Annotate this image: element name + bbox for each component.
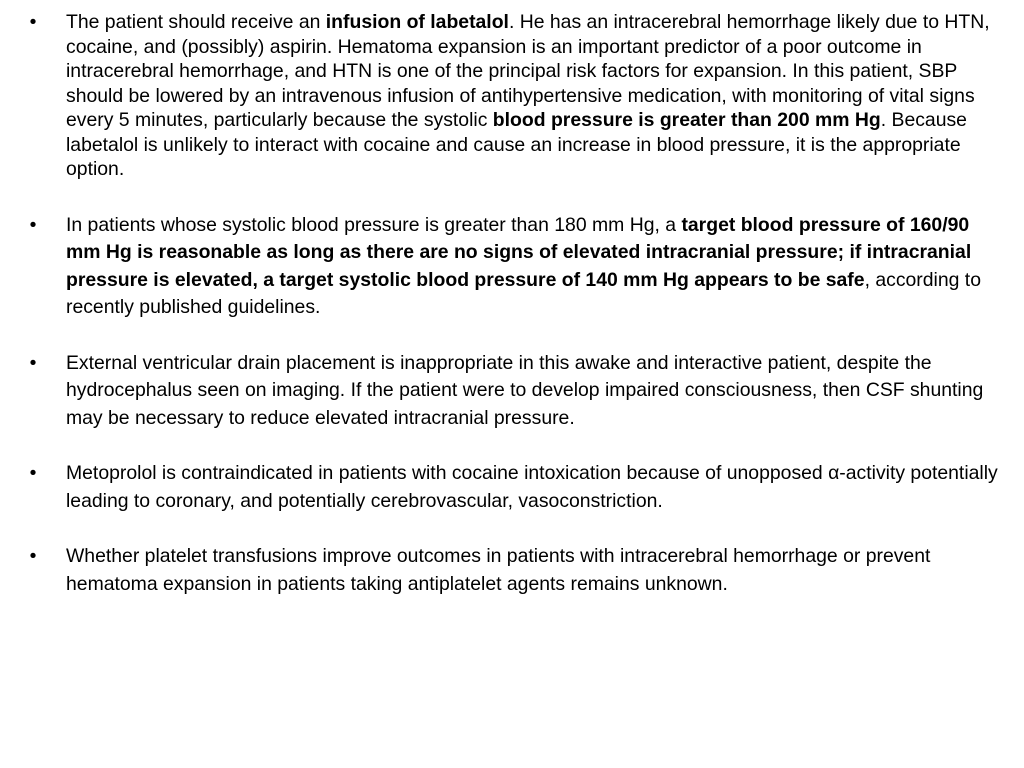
bullet-list [26,10,1001,598]
bullet-text [66,214,981,319]
bullet-text [66,352,983,429]
text-run: Metoprolol is contraindicated in patients with cocaine intoxication because of unopposed α-activity potentially leading to coronary, and potentially cerebrovascular, vasoconstriction. [66,462,998,512]
text-run: . He has an intracerebral hemorrhage likely due to HTN, cocaine, and (possibly) aspirin. Hematoma expansion is an important predictor of a poor outcome in intracerebral hemorrhage, and HTN is one of the principal risk factors for expansion. In this patient, SBP should be lowered by an intravenous infusion of antihypertensive medication, with monitoring of vital signs every 5 minutes, particularly because the systolic [66,11,990,131]
bold-run: blood pressure is greater than 200 mm Hg [492,109,881,131]
bullet-text [66,11,990,180]
bold-run: target blood pressure of 160/90 mm Hg is reasonable as long as there are no signs of elevated intracranial pressure; if intracranial pressure is elevated, a target systolic blood pressure of 140 mm Hg appears to be safe [66,213,972,291]
bullet-item-metoprolol [26,460,1001,515]
bullet-icon: • [29,213,37,236]
text-run: . Because labetalol is unlikely to interact with cocaine and cause an increase in blood pressure, it is the appropriate option. [66,109,967,180]
bullet-item-ventricular-drain [26,350,1001,433]
text-run: , according to recently published guidelines. [66,268,981,318]
text-run: In patients whose systolic blood pressure is greater than 180 mm Hg, a [66,213,682,236]
bullet-text [66,545,930,595]
text-run: External ventricular drain placement is inappropriate in this awake and interactive patient, despite the hydrocephalus seen on imaging. If the patient were to develop impaired consciousness, then CSF shunting may be necessary to reduce elevated intracranial pressure. [66,351,984,429]
bullet-icon: • [29,11,37,33]
text-run: Whether platelet transfusions improve outcomes in patients with intracerebral hemorrhage or prevent hematoma expansion in patients taking antiplatelet agents remains unknown. [66,545,931,595]
bullet-icon: • [29,545,37,567]
bullet-text [66,462,998,512]
text-run: The patient should receive an [66,11,326,33]
bullet-item-platelet-transfusion [26,543,1001,598]
bullet-icon: • [29,351,37,374]
bullet-item-target-bp [26,212,1001,322]
bullet-item-labetalol [26,10,1001,182]
bullet-icon: • [29,462,37,484]
bold-run: infusion of labetalol [325,11,509,33]
